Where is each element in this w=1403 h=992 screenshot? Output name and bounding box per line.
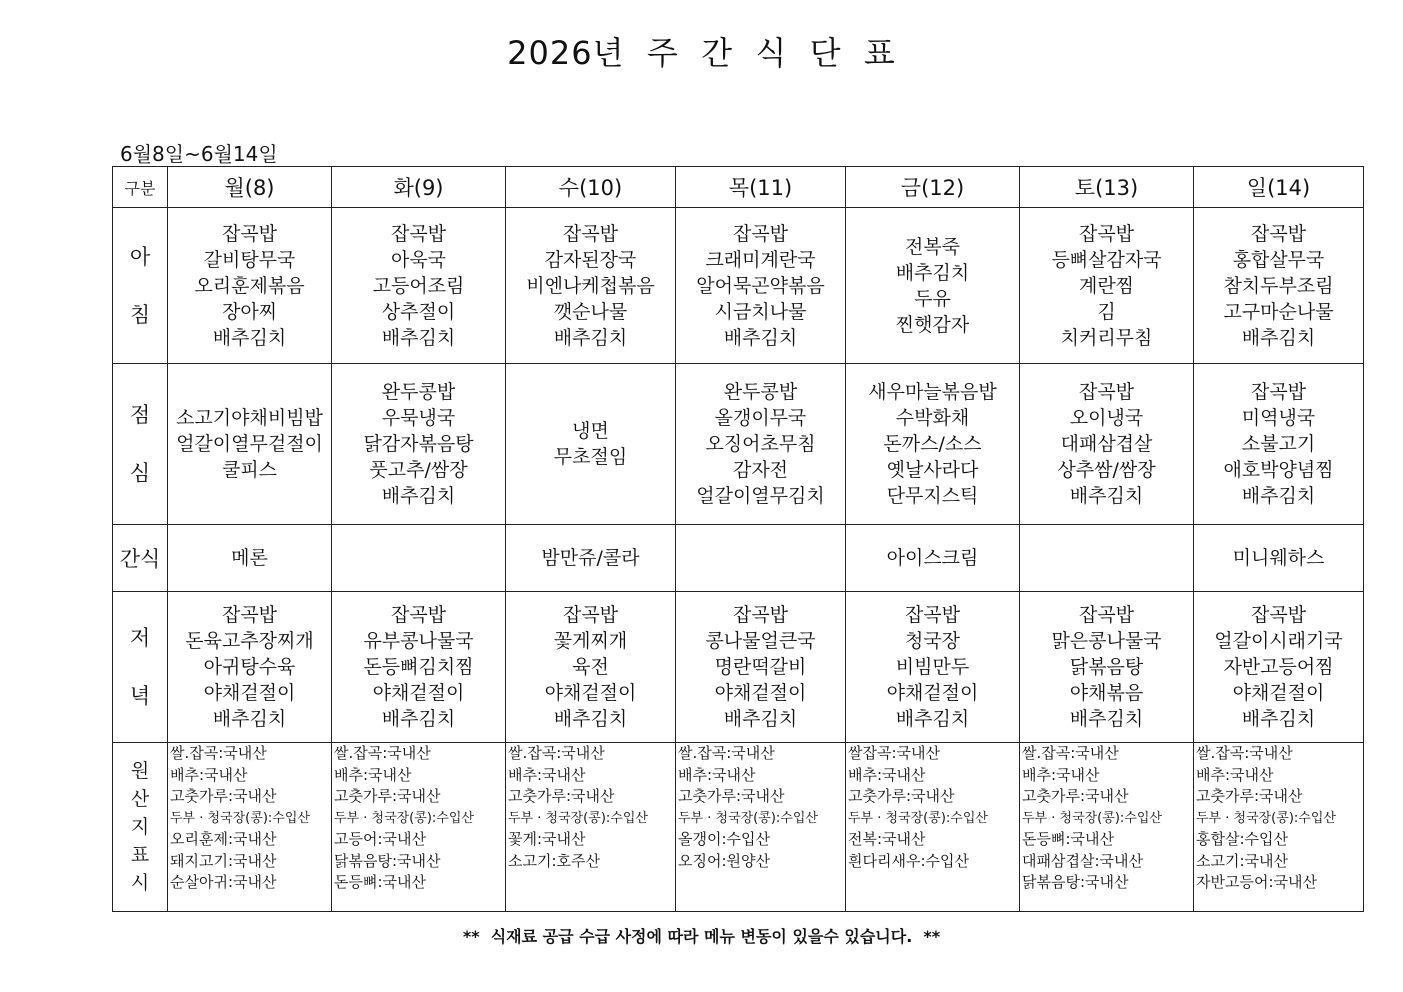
breakfast-row	[113, 208, 1364, 364]
menu-item: 야채겉절이	[714, 682, 807, 704]
menu-item: 참치두부조림	[1223, 274, 1334, 297]
menu-item: 잡곡밥	[562, 604, 619, 626]
menu-item: 배추김치	[895, 261, 970, 284]
origin-cell	[1194, 743, 1364, 912]
lunch-label-text: 점심	[129, 403, 151, 485]
menu-item: 배추김치	[381, 708, 456, 730]
menu-item: 오징어초무침	[705, 433, 816, 455]
menu-item: 돈등뼈김치찜	[363, 656, 474, 678]
menu-item: 깻순나물	[553, 300, 628, 323]
dinner-cell	[846, 592, 1020, 743]
menu-item: 두유	[914, 287, 951, 310]
menu-item: 애호박양념찜	[1223, 459, 1334, 481]
menu-item: 청국장	[904, 630, 961, 652]
menu-item: 얼갈이열무김치	[696, 485, 825, 507]
menu-item: 미역냉국	[1241, 407, 1316, 429]
menu-item: 냉면	[572, 420, 609, 442]
lunch-row	[113, 364, 1364, 525]
origin-item: 올갱이:수입산	[678, 830, 770, 848]
menu-item: 감자된장국	[544, 248, 637, 271]
menu-item: 치커리무침	[1060, 326, 1153, 349]
menu-item: 닭감자볶음탕	[363, 433, 474, 455]
origin-item: 순살아귀:국내산	[170, 873, 277, 891]
menu-item: 배추김치	[381, 326, 456, 349]
origin-cell	[506, 743, 676, 912]
dinner-cell	[1020, 592, 1194, 743]
origin-item: 오징어:원양산	[678, 851, 770, 870]
menu-item: 배추김치	[723, 326, 798, 349]
menu-change-notice: ** 식재료 공급 수급 사정에 따라 메뉴 변동이 있을수 있습니다. **	[462, 927, 941, 946]
header-day: 토(13)	[1020, 167, 1194, 208]
origin-item: 소고기:국내산	[1196, 851, 1288, 870]
menu-item: 잡곡밥	[1250, 381, 1307, 403]
menu-item: 감자전	[732, 459, 789, 481]
header-day: 화(9)	[332, 167, 506, 208]
origin-item: 배추:국내산	[678, 765, 756, 784]
menu-item: 풋고추/쌈장	[369, 459, 468, 481]
menu-item: 육전	[572, 656, 609, 678]
menu-item: 수박화채	[895, 407, 970, 429]
menu-item: 완두콩밥	[723, 381, 798, 403]
origin-item: 두부 · 청국장(콩):수입산	[848, 810, 988, 826]
menu-item: 얼갈이시래기국	[1214, 630, 1343, 652]
snack-cell	[506, 525, 676, 592]
dinner-cell	[676, 592, 846, 743]
breakfast-label-text: 아침	[129, 244, 151, 327]
origin-item: 고춧가루:국내산	[170, 787, 277, 805]
menu-item: 맑은콩나물국	[1051, 630, 1162, 652]
origin-item: 고춧가루:국내산	[1022, 787, 1129, 805]
dinner-cell	[332, 592, 506, 743]
menu-item: 배추김치	[1241, 326, 1316, 349]
menu-item: 잡곡밥	[221, 222, 278, 245]
dinner-cell	[168, 592, 332, 743]
origin-item: 쌀.잡곡:국내산	[678, 744, 775, 762]
menu-item: 상추절이	[381, 300, 456, 323]
menu-item: 올갱이무국	[714, 407, 807, 429]
menu-item: 완두콩밥	[381, 381, 456, 403]
origin-item: 쌀.잡곡:국내산	[334, 744, 431, 762]
snack-label: 간식	[113, 525, 168, 592]
origin-item: 오리훈제:국내산	[170, 830, 277, 848]
menu-item: 야채겉절이	[1232, 682, 1325, 704]
origin-item: 쌀잡곡:국내산	[848, 744, 940, 762]
snack-cell	[846, 525, 1020, 592]
menu-item: 야채볶음	[1069, 682, 1144, 704]
menu-item: 고구마순나물	[1223, 300, 1334, 323]
menu-item: 잡곡밥	[221, 604, 278, 626]
menu-item: 무초절임	[553, 446, 628, 468]
menu-item: 잡곡밥	[390, 222, 447, 245]
menu-item: 밤만쥬/콜라	[541, 547, 640, 569]
origin-item: 자반고등어:국내산	[1196, 873, 1317, 891]
menu-item: 새우마늘볶음밥	[868, 381, 997, 403]
snack-cell	[1020, 525, 1194, 592]
origin-row	[113, 743, 1364, 912]
origin-cell	[1020, 743, 1194, 912]
menu-item: 오리훈제볶음	[194, 274, 305, 297]
menu-item: 배추김치	[723, 708, 798, 730]
menu-item: 우묵냉국	[381, 407, 456, 429]
menu-item: 잡곡밥	[390, 604, 447, 626]
lunch-cell	[506, 364, 676, 525]
header-day: 금(12)	[846, 167, 1020, 208]
origin-cell	[168, 743, 332, 912]
breakfast-cell	[168, 208, 332, 364]
origin-item: 고춧가루:국내산	[508, 787, 615, 805]
origin-item: 고춧가루:국내산	[1196, 787, 1303, 805]
menu-item: 명란떡갈비	[714, 656, 807, 678]
menu-item: 등뼈살감자국	[1051, 248, 1162, 271]
lunch-cell	[1020, 364, 1194, 525]
menu-item: 배추김치	[1241, 485, 1316, 507]
origin-item: 쌀.잡곡:국내산	[170, 744, 267, 762]
origin-item: 두부 · 청국장(콩):수입산	[1196, 810, 1336, 826]
menu-item: 잡곡밥	[1250, 222, 1307, 245]
menu-item: 비엔나케첩볶음	[526, 274, 655, 297]
origin-item: 두부 · 청국장(콩):수입산	[170, 810, 310, 826]
origin-label-text: 원산지표시	[130, 760, 150, 894]
menu-item: 배추김치	[381, 485, 456, 507]
origin-item: 두부 · 청국장(콩):수입산	[1022, 810, 1162, 826]
lunch-cell	[1194, 364, 1364, 525]
origin-item: 두부 · 청국장(콩):수입산	[334, 810, 474, 826]
origin-item: 배추:국내산	[1196, 765, 1274, 784]
origin-item: 배추:국내산	[334, 765, 412, 784]
menu-item: 오이냉국	[1069, 407, 1144, 429]
menu-item: 전복죽	[904, 235, 961, 258]
header-day: 월(8)	[168, 167, 332, 208]
menu-item: 잡곡밥	[562, 222, 619, 245]
menu-item: 시금치나물	[714, 300, 807, 323]
menu-item: 얼갈이열무겉절이	[176, 433, 323, 455]
menu-item: 배추김치	[212, 326, 287, 349]
origin-item: 꽃게:국내산	[508, 830, 586, 848]
origin-item: 홍합살:수입산	[1196, 830, 1288, 848]
menu-item: 크래미계란국	[705, 248, 816, 271]
header-day: 수(10)	[506, 167, 676, 208]
menu-item: 배추김치	[1241, 708, 1316, 730]
weekly-menu-table	[112, 166, 1364, 912]
menu-item: 콩나물얼큰국	[705, 630, 816, 652]
origin-item: 소고기:호주산	[508, 851, 600, 870]
header-gubun: 구분	[113, 167, 168, 208]
origin-label	[113, 743, 168, 912]
menu-item: 고등어조림	[372, 274, 465, 297]
menu-item: 꽃게찌개	[553, 630, 628, 652]
menu-item: 잡곡밥	[1078, 381, 1135, 403]
origin-item: 쌀.잡곡:국내산	[1022, 744, 1119, 762]
menu-item: 잡곡밥	[1250, 604, 1307, 626]
page-title: 2026년 주 간 식 단 표	[507, 34, 896, 72]
origin-item: 대패삼겹살:국내산	[1022, 851, 1143, 870]
origin-item: 돈등뼈:국내산	[334, 873, 426, 891]
menu-item: 옛날사라다	[886, 459, 979, 481]
origin-item: 닭볶음탕:국내산	[1022, 873, 1129, 891]
breakfast-cell	[1194, 208, 1364, 364]
breakfast-cell	[676, 208, 846, 364]
origin-item: 배추:국내산	[848, 765, 926, 784]
snack-row	[113, 525, 1364, 592]
menu-item: 아귀탕수육	[203, 656, 296, 678]
origin-item: 닭볶음탕:국내산	[334, 851, 441, 870]
origin-item: 배추:국내산	[1022, 765, 1100, 784]
origin-item: 고춧가루:국내산	[848, 787, 955, 805]
breakfast-cell	[506, 208, 676, 364]
snack-cell	[676, 525, 846, 592]
menu-item: 소불고기	[1241, 433, 1316, 455]
menu-item: 자반고등어찜	[1223, 656, 1334, 678]
menu-item: 장아찌	[221, 300, 278, 323]
menu-item: 배추김치	[1069, 485, 1144, 507]
menu-item: 김	[1097, 300, 1116, 323]
menu-item: 찐햇감자	[895, 313, 970, 336]
dinner-row	[113, 592, 1364, 743]
header-day: 목(11)	[676, 167, 846, 208]
origin-item: 돈등뼈:국내산	[1022, 830, 1114, 848]
origin-item: 배추:국내산	[508, 765, 586, 784]
origin-item: 쌀.잡곡:국내산	[508, 744, 605, 762]
menu-item: 비빔만두	[895, 656, 970, 678]
menu-item: 홍합살무국	[1232, 248, 1325, 271]
menu-item: 잡곡밥	[904, 604, 961, 626]
menu-item: 단무지스틱	[886, 485, 979, 507]
menu-item: 배추김치	[553, 708, 628, 730]
snack-cell	[168, 525, 332, 592]
header-day: 일(14)	[1194, 167, 1364, 208]
dinner-cell	[1194, 592, 1364, 743]
lunch-cell	[846, 364, 1020, 525]
menu-item: 잡곡밥	[732, 222, 789, 245]
dinner-label-text: 저녁	[129, 626, 151, 708]
menu-item: 소고기야채비빔밥	[176, 407, 323, 429]
menu-item: 잡곡밥	[1078, 604, 1135, 626]
dinner-cell	[506, 592, 676, 743]
origin-cell	[846, 743, 1020, 912]
menu-item: 배추김치	[895, 708, 970, 730]
menu-item: 배추김치	[212, 708, 287, 730]
menu-item: 잡곡밥	[732, 604, 789, 626]
origin-item: 두부 · 청국장(콩):수입산	[508, 810, 648, 826]
menu-item: 알어묵곤약볶음	[696, 274, 825, 297]
header-row	[113, 167, 1364, 208]
origin-item: 배추:국내산	[170, 765, 248, 784]
menu-item: 닭볶음탕	[1069, 656, 1144, 678]
menu-item: 갈비탕무국	[203, 248, 296, 271]
snack-cell	[332, 525, 506, 592]
lunch-label	[113, 364, 168, 525]
menu-item: 계란찜	[1078, 274, 1135, 297]
origin-item: 돼지고기:국내산	[170, 851, 277, 870]
origin-item: 고등어:국내산	[334, 830, 426, 848]
menu-item: 돈육고추장찌개	[185, 630, 314, 652]
menu-item: 아이스크림	[886, 547, 979, 569]
lunch-cell	[332, 364, 506, 525]
snack-cell	[1194, 525, 1364, 592]
menu-item: 메론	[231, 547, 268, 569]
origin-cell	[676, 743, 846, 912]
origin-item: 쌀.잡곡:국내산	[1196, 744, 1293, 762]
menu-item: 아욱국	[390, 248, 447, 271]
menu-item: 잡곡밥	[1078, 222, 1135, 245]
breakfast-cell	[332, 208, 506, 364]
breakfast-cell	[1020, 208, 1194, 364]
menu-item: 돈까스/소스	[883, 433, 982, 455]
menu-period: 6월8일~6월14일	[120, 142, 278, 166]
origin-item: 전복:국내산	[848, 830, 926, 848]
menu-item: 미니웨하스	[1232, 547, 1325, 569]
origin-item: 흰다리새우:수입산	[848, 851, 969, 870]
menu-item: 상추쌈/쌈장	[1057, 459, 1156, 481]
menu-item: 야채겉절이	[203, 682, 296, 704]
menu-item: 유부콩나물국	[363, 630, 474, 652]
menu-item: 야채겉절이	[886, 682, 979, 704]
origin-cell	[332, 743, 506, 912]
origin-item: 고춧가루:국내산	[334, 787, 441, 805]
breakfast-cell	[846, 208, 1020, 364]
menu-item: 야채겉절이	[372, 682, 465, 704]
menu-item: 쿨피스	[221, 459, 278, 481]
menu-item: 야채겉절이	[544, 682, 637, 704]
lunch-cell	[676, 364, 846, 525]
dinner-label	[113, 592, 168, 743]
menu-item: 대패삼겹살	[1060, 433, 1153, 455]
origin-item: 두부 · 청국장(콩):수입산	[678, 810, 818, 826]
breakfast-label	[113, 208, 168, 364]
menu-item: 배추김치	[1069, 708, 1144, 730]
menu-item: 배추김치	[553, 326, 628, 349]
lunch-cell	[168, 364, 332, 525]
origin-item: 고춧가루:국내산	[678, 787, 785, 805]
